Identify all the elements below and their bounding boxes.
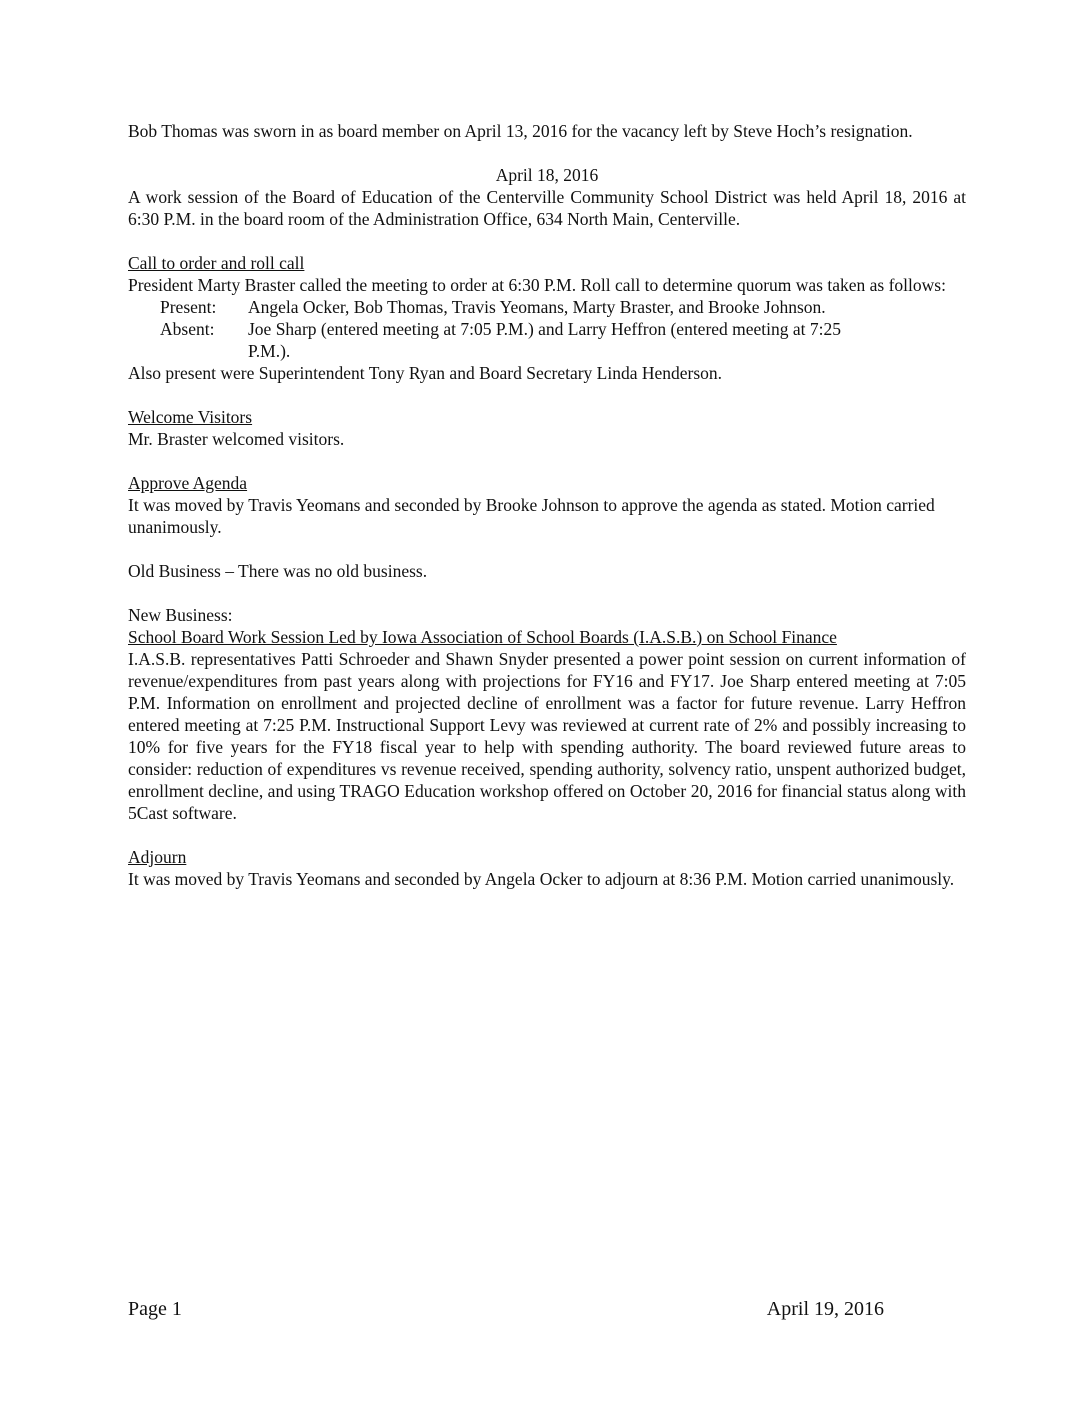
spacer	[128, 582, 966, 604]
welcome-heading: Welcome Visitors	[128, 407, 253, 427]
adjourn-heading: Adjourn	[128, 847, 187, 867]
agenda-heading: Approve Agenda	[128, 473, 248, 493]
new-business-label: New Business:	[128, 605, 233, 625]
intro-paragraph: Bob Thomas was sworn in as board member on April 13, 2016 for the vacancy left by Steve Hoch’s resignation.	[128, 121, 913, 141]
present-text: Angela Ocker, Bob Thomas, Travis Yeomans, Marty Braster, and Brooke Johnson.	[248, 297, 826, 317]
spacer	[128, 824, 966, 846]
absent-text: Joe Sharp (entered meeting at 7:05 P.M.) and Larry Heffron (entered meeting at 7:25 P.M.).	[248, 319, 842, 361]
meeting-date: April 18, 2016	[495, 165, 599, 185]
present-row	[128, 296, 966, 318]
absent-label: Absent:	[160, 319, 215, 339]
call-to-order-text: President Marty Braster called the meeting to order at 6:30 P.M. Roll call to determine quorum was taken as follows:	[128, 275, 946, 295]
old-business-text: Old Business – There was no old business.	[128, 561, 428, 581]
minutes-body	[128, 120, 966, 890]
spacer	[128, 450, 966, 472]
page-footer	[128, 1296, 884, 1324]
welcome-text: Mr. Braster welcomed visitors.	[128, 429, 345, 449]
new-business-text: I.A.S.B. representatives Patti Schroeder and Shawn Snyder presented a power point session on current information of revenue/expenditures from past years along with projections for FY16 and FY17. Joe Sharp entered meeting at 7:05 P.M. Information on enrollment and projected decline of enrollment was a factor for future revenue. Larry Heffron entered meeting at 7:25 P.M. Instructional Support Levy was reviewed at current rate of 2% and possibly increasing to 10% for five years for the FY18 fiscal year to help with spending authority. The board reviewed future areas to consider: reduction of expenditures vs revenue received, spending authority, solvency ratio, unspent authorized budget, enrollment decline, and using TRAGO Education workshop offered on October 20, 2016 for financial status along with 5Cast software.	[128, 649, 966, 823]
spacer	[128, 230, 966, 252]
footer-date: April 19, 2016	[766, 1298, 884, 1320]
spacer	[128, 538, 966, 560]
new-business-heading: School Board Work Session Led by Iowa Association of School Boards (I.A.S.B.) on School Finance	[128, 627, 837, 647]
present-label: Present:	[160, 297, 217, 317]
absent-row	[128, 318, 966, 362]
spacer	[128, 384, 966, 406]
call-to-order-heading: Call to order and roll call	[128, 253, 305, 273]
spacer	[128, 142, 966, 164]
agenda-text: It was moved by Travis Yeomans and seconded by Brooke Johnson to approve the agenda as stated. Motion carried unanimously.	[128, 495, 935, 537]
page-number: Page 1	[128, 1298, 182, 1320]
adjourn-text: It was moved by Travis Yeomans and seconded by Angela Ocker to adjourn at 8:36 P.M. Motion carried unanimously.	[128, 869, 955, 889]
meeting-intro-paragraph: A work session of the Board of Education of the Centerville Community School District was held April 18, 2016 at 6:30 P.M. in the board room of the Administration Office, 634 North Main, Centerville.	[128, 187, 966, 229]
also-present-text: Also present were Superintendent Tony Ryan and Board Secretary Linda Henderson.	[128, 363, 723, 383]
